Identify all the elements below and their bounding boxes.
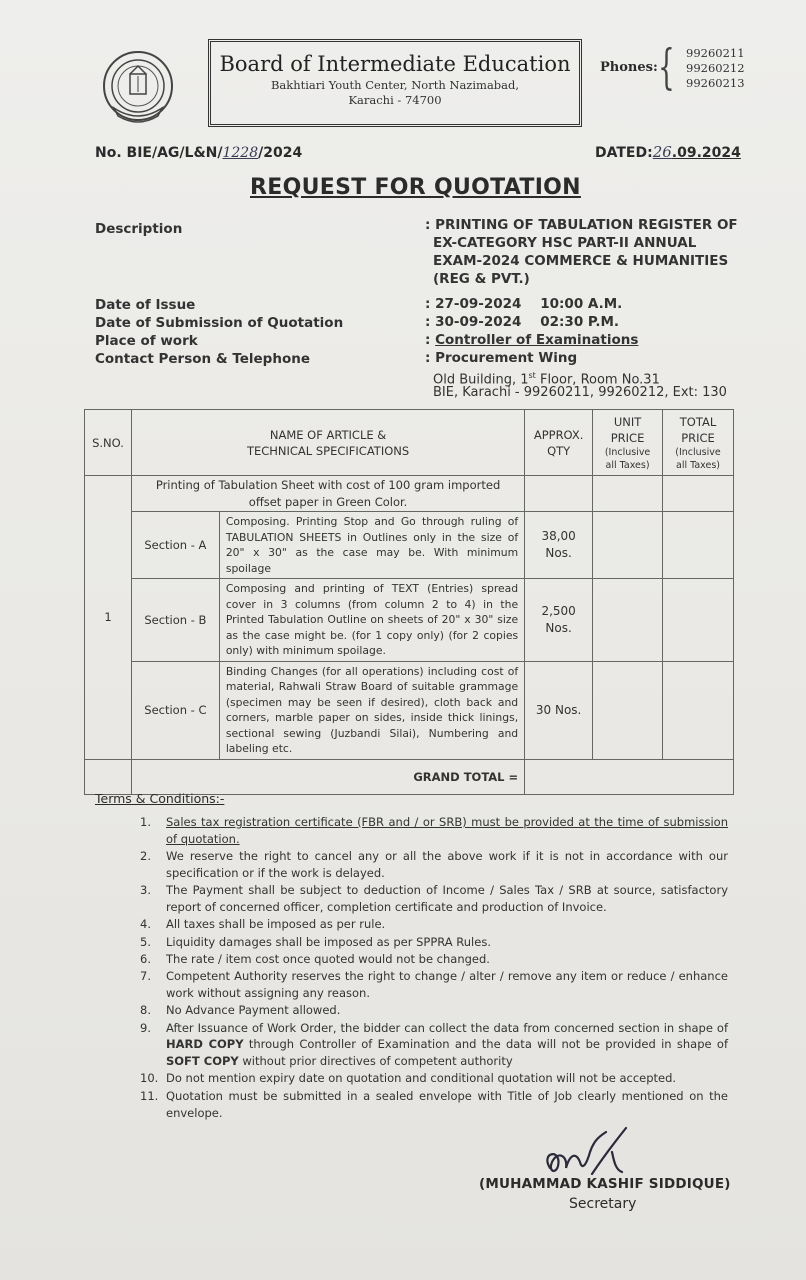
- grand-total-value[interactable]: [525, 759, 734, 794]
- list-item: 11. Quotation must be submitted in a sealed envelope with Title of Job clearly mentioned on the envelope.: [140, 1088, 728, 1120]
- empty-cell: [525, 476, 593, 512]
- section-name: Section - B: [131, 579, 219, 662]
- grand-total-label: GRAND TOTAL =: [131, 759, 524, 794]
- col-qty: APPROX. QTY: [525, 410, 593, 476]
- document-title: REQUEST FOR QUOTATION: [250, 175, 581, 200]
- place-value: : Controller of Examinations: [425, 332, 639, 348]
- table-row: [85, 512, 734, 579]
- org-name: Board of Intermediate Education: [219, 52, 571, 76]
- section-qty: 30 Nos.: [525, 661, 593, 759]
- section-qty: 38,00 Nos.: [525, 512, 593, 579]
- letterhead-box: [208, 39, 582, 127]
- description-value: : PRINTING OF TABULATION REGISTER OF EX-CATEGORY HSC PART-II ANNUAL EXAM-2024 COMMERCE & HUMANITIES (REG & PVT.): [425, 217, 738, 287]
- item-number: 1: [85, 476, 132, 760]
- issue-date-label: Date of Issue: [95, 297, 196, 313]
- table-row: [85, 579, 734, 662]
- grand-total-row: [85, 759, 734, 794]
- section-name: Section - C: [131, 661, 219, 759]
- list-item: 8. No Advance Payment allowed.: [140, 1003, 341, 1018]
- contact-address: Old Building, 1st Floor, Room No.31: [433, 371, 660, 388]
- submission-date-label: Date of Submission of Quotation: [95, 315, 344, 331]
- list-item: 9. After Issuance of Work Order, the bidder can collect the data from concerned section in shape of HARD COPY through Controller of Examination and the data will not be provided in shape of SOFT COPY without prior directives of competent authority: [140, 1020, 728, 1069]
- dated: DATED:26.09.2024: [595, 143, 741, 161]
- unit-price-cell[interactable]: [593, 661, 663, 759]
- handwritten-number: 1228: [222, 145, 259, 161]
- col-article: NAME OF ARTICLE & TECHNICAL SPECIFICATIONS: [131, 410, 524, 476]
- section-description: Composing. Printing Stop and Go through ruling of TABULATION SHEETS in Outlines only in the size of 20" x 30" as the case may be. With minimum spoilage: [219, 512, 524, 579]
- signature-icon: [536, 1122, 632, 1180]
- table-row: [85, 661, 734, 759]
- reference-number: No. BIE/AG/L&N/1228/2024: [95, 145, 303, 161]
- list-item: 5. Liquidity damages shall be imposed as per SPPRA Rules.: [140, 934, 491, 949]
- unit-price-cell[interactable]: [593, 512, 663, 579]
- description-label: Description: [95, 221, 183, 237]
- empty-cell: [663, 476, 734, 512]
- phone-number: 99260213: [686, 76, 745, 90]
- list-item: 2. We reserve the right to cancel any or all the above work if it is not in accordance with our specification or if the work is delayed.: [140, 849, 728, 880]
- list-item: 6. The rate / item cost once quoted would not be changed.: [140, 951, 490, 966]
- list-item: 1. Sales tax registration certificate (FBR and / or SRB) must be provided at the time of submission of quotation.: [140, 815, 728, 846]
- list-item: 10. Do not mention expiry date on quotation and conditional quotation will not be accepted.: [140, 1071, 677, 1086]
- list-item: 7. Competent Authority reserves the right to change / alter / remove any item or reduce / enhance work without assigning any reason.: [140, 969, 728, 1000]
- empty-cell: [85, 759, 132, 794]
- phones-label: Phones:: [600, 60, 658, 75]
- board-emblem-icon: [100, 50, 176, 126]
- place-label: Place of work: [95, 333, 198, 349]
- section-description: Binding Changes (for all operations) including cost of material, Rahwali Straw Board of suitable grammage (specimen may be seen if desired), cloth back and corners, marble paper on sides, inside thick linings, sectional sewing (Juzbandi Silai), Numbering and labeling etc.: [219, 661, 524, 759]
- phone-number: 99260212: [686, 61, 745, 75]
- terms-list: [140, 814, 728, 1122]
- total-price-cell[interactable]: [663, 512, 734, 579]
- signatory-name: (MUHAMMAD KASHIF SIDDIQUE): [479, 1176, 731, 1192]
- col-sno: S.NO.: [85, 410, 132, 476]
- empty-cell: [593, 476, 663, 512]
- issue-date-value: : 27-09-2024 10:00 A.M.: [425, 296, 623, 312]
- address-line-1: Bakhtiari Youth Center, North Nazimabad,: [270, 78, 520, 92]
- terms-title: Terms & Conditions:-: [95, 791, 225, 806]
- unit-price-cell[interactable]: [593, 579, 663, 662]
- list-item: 4. All taxes shall be imposed as per rule.: [140, 917, 386, 932]
- list-item: 3. The Payment shall be subject to deduction of Income / Sales Tax / SRB at source, satisfactory report of concerned officer, completion certificate and production of Invoice.: [140, 883, 728, 914]
- phone-number: 99260211: [686, 46, 745, 60]
- total-price-cell[interactable]: [663, 661, 734, 759]
- submission-date-value: : 30-09-2024 02:30 P.M.: [425, 314, 620, 330]
- phones-list: [686, 46, 745, 91]
- item-title: Printing of Tabulation Sheet with cost of 100 gram imported offset paper in Green Color.: [131, 476, 524, 512]
- col-total-price: TOTAL PRICE (Inclusive all Taxes): [663, 410, 734, 476]
- handwritten-day: 26: [652, 143, 672, 161]
- table-row: [85, 476, 734, 512]
- items-table: [84, 409, 734, 795]
- contact-label: Contact Person & Telephone: [95, 351, 310, 367]
- signatory-title: Secretary: [569, 1196, 637, 1212]
- section-name: Section - A: [131, 512, 219, 579]
- section-description: Composing and printing of TEXT (Entries) spread cover in 3 columns (from column 2 to 4) in the Printed Tabulation Outline on sheets of 20" x 30" size as the case might be. (for 1 copy only) (for 2 copies only) with minimum spoilage.: [219, 579, 524, 662]
- contact-value: : Procurement Wing: [425, 350, 578, 366]
- address-line-2: Karachi - 74700: [348, 93, 442, 107]
- contact-phone: BIE, Karachi - 99260211, 99260212, Ext: 130: [433, 385, 727, 400]
- table-header-row: [85, 410, 734, 476]
- total-price-cell[interactable]: [663, 579, 734, 662]
- section-qty: 2,500 Nos.: [525, 579, 593, 662]
- brace-icon: {: [658, 39, 675, 95]
- col-unit-price: UNIT PRICE (Inclusive all Taxes): [593, 410, 663, 476]
